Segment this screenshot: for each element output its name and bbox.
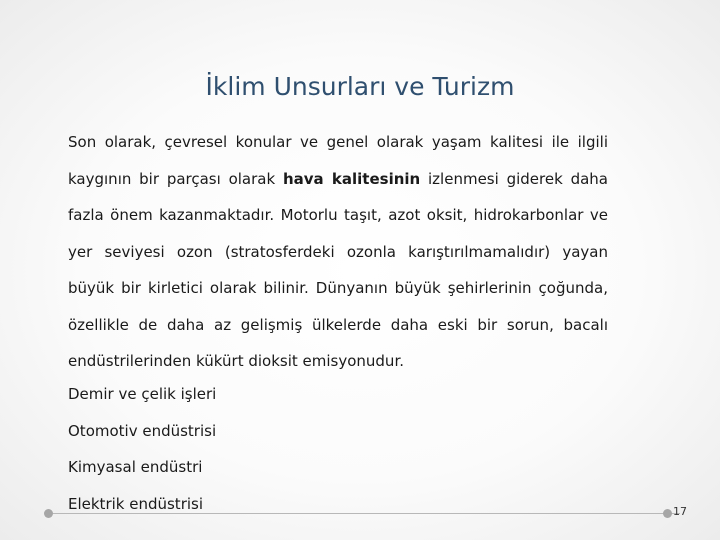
paragraph-bold-term: hava kalitesinin [282, 169, 421, 188]
paragraph-text-end: izlenmesi giderek daha fazla önem kazanmaktadır. Motorlu taşıt, azot oksit, hidrokarbonlar ve yer seviyesi ozon (stratosferdeki ozonla karıştırılmamalıdır) yayan büyük bir kirletici olarak bilinir. Dünyanın büyük şehirlerinin çoğunda, özellikle de daha az gelişmiş ülkelerde daha eski bir sorun, bacalı endüstrilerinden kükürt dioksit emisyonudur. [68, 169, 608, 370]
page-number: 17 [673, 505, 687, 518]
footer-dot-right [663, 509, 672, 518]
paragraph-text-start: Son olarak, çevresel konular ve genel olarak yaşam kalitesi ile ilgili kaygının bir parçası olarak [68, 133, 608, 188]
list-item: Demir ve çelik işleri [68, 385, 217, 403]
list-item: Otomotiv endüstrisi [68, 421, 217, 440]
list-item: Elektrik endüstrisi [68, 494, 204, 513]
footer-divider [48, 513, 680, 514]
slide-title: İklim Unsurları ve Turizm [205, 72, 515, 101]
list-item: Kimyasal endüstri [68, 458, 203, 476]
body-paragraph [68, 124, 608, 380]
industry-list [68, 376, 608, 522]
paragraph-text [68, 124, 608, 380]
footer-dot-left [44, 509, 53, 518]
